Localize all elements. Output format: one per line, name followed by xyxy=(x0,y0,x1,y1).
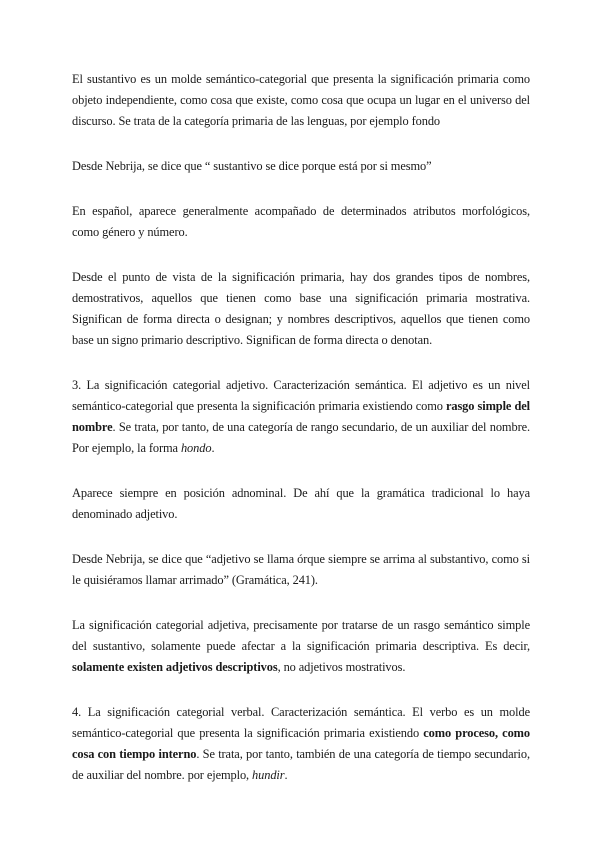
adjetivo-text-c: . xyxy=(211,441,215,455)
adjetivo-bold-phrase: rasgo simple del nombre xyxy=(72,399,530,434)
paragraph-nebrija-adjetivo: Desde Nebrija, se dice que “adjetivo se llama órque siempre se arrima al substantivo, como si le quisiéramos llamar arrimado” (Gramática, 241). xyxy=(72,552,530,587)
paragraph-posicion-adnominal: Aparece siempre en posición adnominal. De ahí que la gramática tradicional lo haya denominado adjetivo. xyxy=(72,486,530,521)
paragraph-nebrija-sustantivo: Desde Nebrija, se dice que “ sustantivo se dice porque está por si mesmo” xyxy=(72,159,432,173)
paragraph-atributos-morfologicos: En español, aparece generalmente acompañado de determinados atributos morfológicos, como género y número. xyxy=(72,204,530,239)
verbo-text-b: . Se trata, por tanto, también de una categoría de tiempo secundario, de auxiliar del nombre. por ejemplo, xyxy=(72,747,530,782)
paragraph-adjetivo-definition xyxy=(72,375,530,459)
adjetivo-text-b: . Se trata, por tanto, de una categoría de rango secundario, de un auxiliar del nombre. Por ejemplo, la forma xyxy=(72,420,530,455)
paragraph-tipos-de-nombres: Desde el punto de vista de la significación primaria, hay dos grandes tipos de nombres, demostrativos, aquellos que tienen como base una significación primaria mostrativa. Significan de forma directa o designan; y nombres descriptivos, aquellos que tienen como base un signo primario descriptivo. Significan de forma directa o denotan. xyxy=(72,270,530,347)
adjetivo-text-a: 3. La significación categorial adjetivo. Caracterización semántica. El adjetivo es un nivel semántico-categorial que presenta la significación primaria existiendo como xyxy=(72,378,530,413)
verbo-example-word: hundir xyxy=(252,768,285,782)
paragraph-sustantivo-definition: El sustantivo es un molde semántico-categorial que presenta la significación primaria como objeto independiente, como cosa que existe, como cosa que ocupa un lugar en el universo del discurso. Se trata de la categoría primaria de las lenguas, por ejemplo fondo xyxy=(72,72,530,128)
adjetivo-example-word: hondo xyxy=(180,441,212,455)
descriptivos-text-b: , no adjetivos mostrativos. xyxy=(277,660,406,674)
verbo-text-a: 4. La significación categorial verbal. Caracterización semántica. El verbo es un molde semántico-categorial que presenta la significación primaria existiendo xyxy=(72,705,530,740)
descriptivos-bold-phrase: solamente existen adjetivos descriptivos xyxy=(72,660,278,674)
paragraph-verbo-definition xyxy=(72,702,530,786)
paragraph-adjetivos-descriptivos xyxy=(72,615,530,678)
descriptivos-text-a: La significación categorial adjetiva, precisamente por tratarse de un rasgo semántico simple del sustantivo, solamente puede afectar a la significación primaria descriptiva. Es decir, xyxy=(72,618,530,653)
verbo-text-c: . xyxy=(284,768,288,782)
verbo-bold-phrase: como proceso, como cosa con tiempo interno xyxy=(72,726,530,761)
